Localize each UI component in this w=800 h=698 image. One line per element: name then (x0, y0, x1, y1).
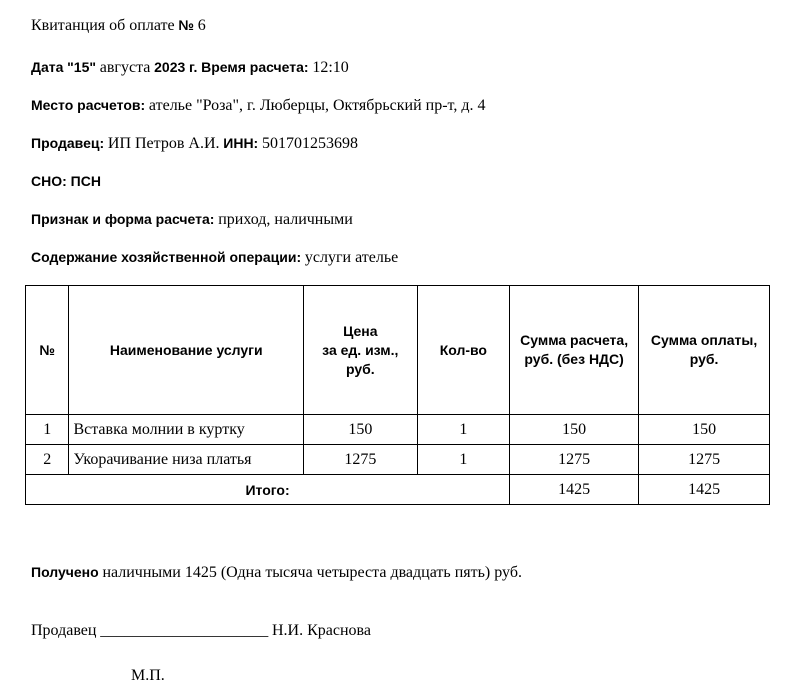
place-label: Место расчетов: (31, 97, 146, 113)
signature-blank: _____________________ (100, 622, 269, 639)
payment-type-label: Признак и форма расчета: (31, 211, 215, 227)
time-value: 12:10 (312, 59, 349, 76)
row-price: 1275 (304, 445, 418, 475)
row-price: 150 (304, 415, 418, 445)
row-num: 2 (26, 445, 69, 475)
row-sum-calc: 150 (510, 415, 639, 445)
header-sum-calc (510, 286, 639, 415)
place-value: ателье "Роза", г. Люберцы, Октябрьский пр-т, д. 4 (148, 97, 486, 114)
row-sum-paid: 1275 (639, 445, 770, 475)
header-sum-paid (639, 286, 770, 415)
date-year: 2023 (154, 59, 186, 75)
header-qty-text: Кол-во (439, 341, 487, 358)
services-table (25, 285, 770, 505)
header-price-line1: Цена (343, 322, 378, 339)
operation-label: Содержание хозяйственной операции: (31, 249, 302, 265)
receipt-title-text: Квитанция об оплате (31, 17, 175, 34)
header-sum-calc-line2: руб. (без НДС) (524, 351, 624, 367)
header-sum-paid-line1: Сумма оплаты, (650, 332, 758, 348)
stamp-line (131, 667, 165, 685)
row-service-name: Вставка молнии в куртку (69, 415, 304, 445)
date-line (31, 58, 349, 77)
total-label: Итого: (26, 475, 510, 505)
operation-value: услуги ателье (304, 249, 399, 266)
receipt-number-label: № (178, 17, 194, 33)
received-label: Получено (31, 564, 99, 580)
signature-line (31, 622, 371, 640)
row-sum-calc: 1275 (510, 445, 639, 475)
row-qty: 1 (417, 445, 510, 475)
sno-label: СНО: ПСН (31, 173, 101, 189)
total-sum-calc: 1425 (510, 475, 639, 505)
stamp-label: М.П. (131, 667, 165, 684)
sno-line (31, 172, 101, 191)
table-row (26, 445, 770, 475)
table-row (26, 415, 770, 445)
payment-type-line (31, 210, 353, 229)
row-sum-paid: 150 (639, 415, 770, 445)
header-qty (417, 286, 510, 415)
time-label: Время расчета: (201, 59, 309, 75)
header-num (26, 286, 69, 415)
header-price (304, 286, 418, 415)
received-line (31, 563, 522, 582)
operation-line (31, 248, 398, 267)
total-sum-paid: 1425 (639, 475, 770, 505)
seller-line (31, 134, 358, 153)
seller-label: Продавец: (31, 135, 105, 151)
payment-type-value: приход, наличными (218, 211, 353, 228)
place-line (31, 96, 485, 115)
row-num: 1 (26, 415, 69, 445)
receipt-number: 6 (197, 17, 206, 34)
header-price-line2: за ед. изм., (322, 341, 399, 358)
header-price-line3: руб. (345, 360, 375, 377)
header-name-text: Наименование услуги (109, 341, 263, 358)
header-num-text: № (39, 341, 56, 358)
row-qty: 1 (417, 415, 510, 445)
header-sum-calc-line1: Сумма расчета, (520, 332, 629, 348)
inn-label: ИНН: (223, 135, 259, 151)
header-sum-paid-line2: руб. (689, 351, 719, 367)
date-label: Дата (31, 59, 64, 75)
seller-name: ИП Петров А.И. (107, 135, 220, 152)
date-year-suffix: г. (189, 59, 198, 75)
table-header-row (26, 286, 770, 415)
row-service-name: Укорачивание низа платья (69, 445, 304, 475)
receipt-title (31, 16, 206, 35)
date-month: августа (99, 59, 151, 76)
date-day: "15" (67, 59, 97, 75)
signature-name: Н.И. Краснова (271, 622, 371, 639)
inn-value: 501701253698 (261, 135, 358, 152)
received-value: наличными 1425 (Одна тысяча четыреста двадцать пять) руб. (102, 564, 522, 581)
table-total-row (26, 475, 770, 505)
header-name (69, 286, 304, 415)
signature-label: Продавец (31, 622, 97, 639)
